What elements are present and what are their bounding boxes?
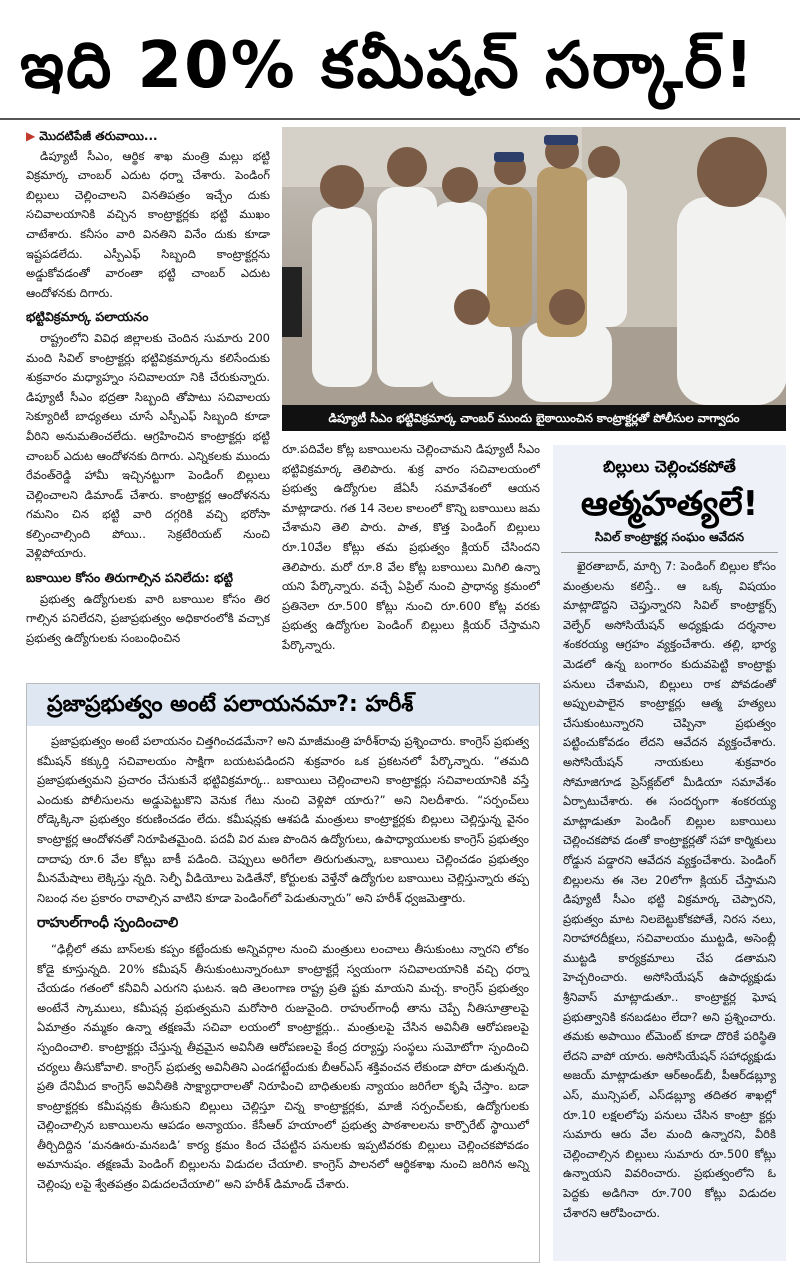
paragraph: ప్రభుత్వ ఉద్యోగులకు వారి బకాయిల కోసం తిర గాల్సిన పనిలేదని, ప్రజాప్రభుత్వం అధికారంలోకి వచ్చాక ప్రభుత్వ ఉద్యోగులకు సంబంధించిన (26, 591, 270, 645)
headline-rule (0, 118, 800, 120)
subheading: రాహుల్‌గాంధీ స్పందించాలి (37, 915, 179, 932)
subheading: భట్టివిక్రమార్క పలాయనం (26, 309, 149, 325)
harish-article-box (26, 683, 540, 1263)
side-kicker: బిల్లులు చెల్లించకపోతే (603, 457, 736, 476)
article-column-1 (26, 127, 270, 683)
arrow-icon: ▶ (26, 129, 36, 143)
paragraph: రూ.పదివేల కోట్ల బకాయిలను చెల్లించామని డిప్యూటీ సీఎం భట్టివిక్రమార్క తెలిపారు. శుక్ర వారం సచివాలయంలో ప్రభుత్వ ఉద్యోగుల జేఏసీ సమావేశంలో ఆయన మాట్లాడారు. గత 14 నెలల కాలంలో కొన్ని బకాయిలు జమ చేశామని తెలి పారు. పాత, కొత్త పెండింగ్ బిల్లులు రూ.10వేల కోట్లు తమ ప్రభుత్వం క్లియర్ చేసిందని తెలిపారు. మరో రూ.8 వేల కోట్ల బకాయిలు మిగిలి ఉన్నా యని పేర్కొన్నారు. వచ్చే ఏప్రిల్ నుంచి ప్రాధాన్య క్రమంలో ప్రతినెలా రూ.500 కోట్లు నుంచి రూ.600 కోట్ల వరకు ప్రభుత్వ ఉద్యోగుల పెండింగ్ బిల్లులు క్లియర్ చేస్తామని పేర్కొన్నారు. (282, 442, 540, 652)
subheading: బకాయిల కోసం తిరుగాల్సిన పనిలేదు: భట్టి (26, 570, 234, 586)
news-photo (282, 127, 786, 405)
side-body (553, 553, 786, 1257)
paragraph: “ఢిల్లీలో తమ బాస్‌లకు కప్పం కట్టేందుకు అన్నివర్గాల నుంచి మంత్రులు లంచాలు తీసుకుంటు న్నారని లోకం కోడై కూస్తున్నది. 20% కమీషన్ తీసుకుంటున్నారంటూ కాంట్రాక్టర్లే స్వయంగా సచివాలయానికి వచ్చి ధర్నా చేయడం గతంలో కనీవినీ ఎరుగని ఘటన. ఇది తెలంగాణ రాష్ట్ర ప్రతి ష్టకు మాయని మచ్చ. కాంగ్రెస్ ప్రభుత్వం అంటేనే స్కాములు, కమీషన్ల ప్రభుత్వమని మరోసారి రుజువైంది. రాహుల్‌గాంధీ తాను చెప్పే నీతిసూత్రాలపై ఏమాత్రం నమ్మకం ఉన్నా తక్షణమే సచివా లయంలో కాంట్రాక్టర్లు.. మంత్రులపై చేసిన అవినీతి ఆరోపణలపై స్పందించాలి. కాంట్రాక్టర్లు చేస్తున్న తీవ్రమైన అవినీతి ఆరోపణలపై కేంద్ర దర్యాప్తు సంస్థలు సుమోటోగా స్పందించి చర్యలు తీసుకోవాలి. కాంగ్రెస్ ప్రభుత్వ అవినీతిని ఎండగట్టేందుకు బీఆర్ఎస్ శక్తివంచన లేకుండా పోరా డుతున్నది. ప్రతి దేనిమీద కాంగ్రెస్ అవినీతికి సాక్ష్యాధారాలతో నిరూపించి బాధితులకు న్యాయం జరిగేలా కృషి చేస్తాం. బడా కాంట్రాక్టర్లకు కమీషన్లకు తీసుకుని బిల్లులు చెల్లిస్తూ చిన్న కాంట్రాక్టర్లకు, మాజీ సర్పంచ్‌లకు, ఉద్యోగులకు చెల్లించాల్సిన బకాయిలను ఆపడం అన్యాయం. కేసీఆర్ హయాంలో ప్రభుత్వ పాఠశాలలను కార్పొరేట్ స్థాయిలో తీర్చిదిద్దిన ‘మనఊరు-మనబడి’ కార్య క్రమం కింద చేపట్టిన పనులకు ఇప్పటివరకు బిల్లులు చెల్లించకపోవడం అమానుషం. తక్షణమే పెండింగ్ బిల్లులను విడుదల చేయాలి. కాంగ్రెస్ పాలనలో ఆర్థికశాఖ నుంచి జరిగిన అన్ని చెల్లింపు లపై శ్వేతపత్రం విడుదలచేయాలి” అని హరీశ్ డిమాండ్ చేశారు. (37, 941, 529, 1192)
photo-caption: డిప్యూటీ సీఎం భట్టివిక్రమార్క చాంబర్ ముందు బైఠాయించిన కాంట్రాక్టర్లతో పోలీసుల వాగ్వాదం (282, 405, 786, 431)
harish-headline: ప్రజాప్రభుత్వం అంటే పలాయనమా?: హరీశ్ (27, 684, 539, 726)
paragraph: ప్రజాప్రభుత్వం అంటే పలాయనం చిత్తగించడమేనా? అని మాజీమంత్రి హరీశ్‌రావు ప్రశ్నించారు. కాంగ్రెస్ ప్రభుత్వ కమీషన్ కక్కుర్తి సచివాలయం సాక్షిగా బయటపడిందని శుక్రవారం ఒక ప్రకటనలో పేర్కొన్నారు. “తమది ప్రజాప్రభుత్వమని ప్రచారం చేసుకునే భట్టివిక్రమార్క.. బకాయిలు చెల్లించాలని కాంట్రాక్టర్లు సచివాలయానికి వస్తే ఎందుకు పోలీసులను అడ్డుపెట్టుకొని వెనుక గేటు నుంచి వెళ్లిపో యారు?” అని నిలదీశారు. “సర్పంచ్‌లు రోడ్కెక్కినా ప్రభుత్వం కరుణించడం లేదు. కమీషన్లకు ఆశపడి మంత్రులు కాంట్రాక్టర్లకు బిల్లులు చెల్లిస్తున్న వైనం కాంట్రాక్టర్ల ఆందోళనతో నిరూపితమైంది. పదవీ విర మణ పొందిన ఉద్యోగులు, ఉపాధ్యాయులకు కాంగ్రెస్ ప్రభుత్వం దాదాపు రూ.6 వేల కోట్లు బాకీ పడింది. చెప్పులు అరిగేలా తిరుగుతున్నా, బకాయిలు చెల్లించడం ప్రభుత్వం మీనమేషాలు లెక్కిస్తు న్నది. సెల్ఫీ వీడియోలు పెడితేనో, కోర్టులకు వెళ్తేనో ఉద్యోగుల బకాయిలు చెల్లిస్తున్నారు తప్ప నిబంధ నల ప్రకారం రావాల్సిన వాటిని కూడా పెండింగ్‌లో పెడుతున్నారు” అని హరీశ్ ధ్వజమెత్తారు. (37, 734, 529, 905)
side-headline: ఆత్మహత్యలే! (580, 484, 759, 524)
paragraph: డిప్యూటీ సీఎం, ఆర్థిక శాఖ మంత్రి మల్లు భట్టి విక్రమార్క చాంబర్ ఎదుట ధర్నా చేశారు. పెండింగ్ బిల్లులు చెల్లించాలని వినతిపత్రం ఇచ్చేం దుకు సచివాలయానికి వచ్చిన కాంట్రాక్టర్లకు భట్టి ముఖం చాటేశారు. కనీసం వారి వినతిని వినేం దుకు కూడా ఇష్టపడలేదు. ఎస్పీఎఫ్ సిబ్బంది కాంట్రాక్టర్లను అడ్డుకోవడంతో వారంతా భట్టి చాంబర్ ఎదుట ఆందోళనకు దిగారు. (26, 148, 270, 300)
article-column-2 (282, 440, 540, 680)
main-headline: ఇది 20% కమీషన్ సర్కార్! (20, 29, 756, 103)
side-subheading: సివిల్ కాంట్రాక్టర్ల సంఘం ఆవేదన (561, 530, 778, 553)
harish-body (27, 726, 539, 1256)
contractors-article-box (553, 445, 786, 1261)
photo-illustration (282, 127, 786, 405)
kicker-text: మొదటిపేజీ తరువాయి... (39, 129, 158, 143)
paragraph: ఖైరతాబాద్, మార్చి 7: పెండింగ్ బిల్లుల కోసం మంత్రులను కలిస్తే.. ఆ ఒక్క విషయం మాట్లాడొద్దని చెప్తున్నారని సివిల్ కాంట్రాక్టర్స్ వెల్ఫేర్ అసోసియేషన్ అధ్యక్షుడు దర్శనాల శంకరయ్య ఆగ్రహం వ్యక్తంచేశారు. తల్లి, భార్య మెడలో ఉన్న బంగారం కుదువపెట్టి కాంట్రాక్టు పనులు చేశామని, బిల్లులు రాక పోవడంతో అప్పులపాలైన కాంట్రాక్టర్లు ఆత్మ హత్యలు చేసుకుంటున్నారని చెప్పినా ప్రభుత్వం పట్టించుకోవడం లేదని ఆవేదన వ్యక్తంచేశారు. అసోసియేషన్ నాయకులు శుక్రవారం సోమాజిగూడ ప్రెస్‌క్లబ్‌లో మీడియా సమావేశం ఏర్పాటుచేశారు. ఈ సందర్భంగా శంకరయ్య మాట్లాడుతూ పెండింగ్ బిల్లుల బకాయిలు చెల్లించకపోవ డంతో కాంట్రాక్టర్లతో సహా కార్మికులు రోడ్డున పడ్డారని ఆవేదన వ్యక్తంచేశారు. పెండింగ్ బిల్లులను ఈ నెల 20లోగా క్లియర్ చేస్తామని డిప్యూటీ సీఎం భట్టి విక్రమార్క చెప్పారని, ప్రభుత్వం మాట నిలబెట్టుకోకపోతే, నిరస నలు, నిరాహారదీక్షలు, సచివాలయం ముట్టడి, అసెంబ్లీ ముట్టడి కార్యక్రమాలు చేప డతామని హెచ్చరించారు. అసోసియేషన్ ఉపాధ్యక్షుడు శ్రీనివాస్ మాట్లాడుతూ.. కాంట్రాక్టర్ల ఘోష ప్రభుత్వానికి కనబడటం లేదా? అని ప్రశ్నించారు. తమకు అపాయిం ట్‌మెంట్ కూడా దొరికే పరిస్థితి లేదని వాపో యారు. అసోసియేషన్ సహాధ్యక్షుడు అజయ్ మాట్లాడుతూ ఆర్అండ్‌బీ, పీఆర్‌డబ్ల్యూ ఎస్, మున్సిపల్, ఎస్‌డబ్ల్యూ తదితర శాఖల్లో రూ.10 లక్షలలోపు పనులు చేసిన కాంట్రా క్టర్లు సుమారు ఆరు వేల మంది ఉన్నారని, వీరికి చెల్లించాల్సిన బిల్లులు సుమారు రూ.500 కోట్లు ఉన్నాయని వివరించారు. ప్రభుత్వంలోని ఓ పెద్దకు అడిగినా రూ.700 కోట్లు విడుదల చేశారని ఆరోపించారు. (563, 559, 776, 1220)
paragraph: రాష్ట్రంలోని వివిధ జిల్లాలకు చెందిన సుమారు 200 మంది సివిల్ కాంట్రాక్టర్లు భట్టివిక్రమార్కను కలిసేందుకు శుక్రవారం మధ్యాహ్నం సచివాలయా నికి చేరుకున్నారు. డిప్యూటీ సీఎం భద్రతా సిబ్బంది తోపాటు సచివాలయ సెక్యూరిటీ బాధ్యతలు చూసే ఎస్పీఎఫ్ సిబ్బంది కూడా వీరిని అనుమతించలేదు. ఆగ్రహించిన కాంట్రాక్టర్లు భట్టి చాంబర్ ఎదుట ఆందోళనకు దిగారు. ఎన్నికలకు ముందు రేవంత్‌రెడ్డి హామీ ఇచ్చినట్టుగా పెండింగ్ బిల్లులు చెల్లించాలని డిమాండ్ చేశారు. కాంట్రాక్టర్ల ఆందోళనను గమనిం చిన భట్టి వారి దగ్గరికి వచ్చి భరోసా కల్పించాల్సింది పోయి.. సెక్రటేరియట్ నుంచి వెళ్లిపోయారు. (26, 330, 270, 561)
continuation-kicker (26, 127, 270, 147)
